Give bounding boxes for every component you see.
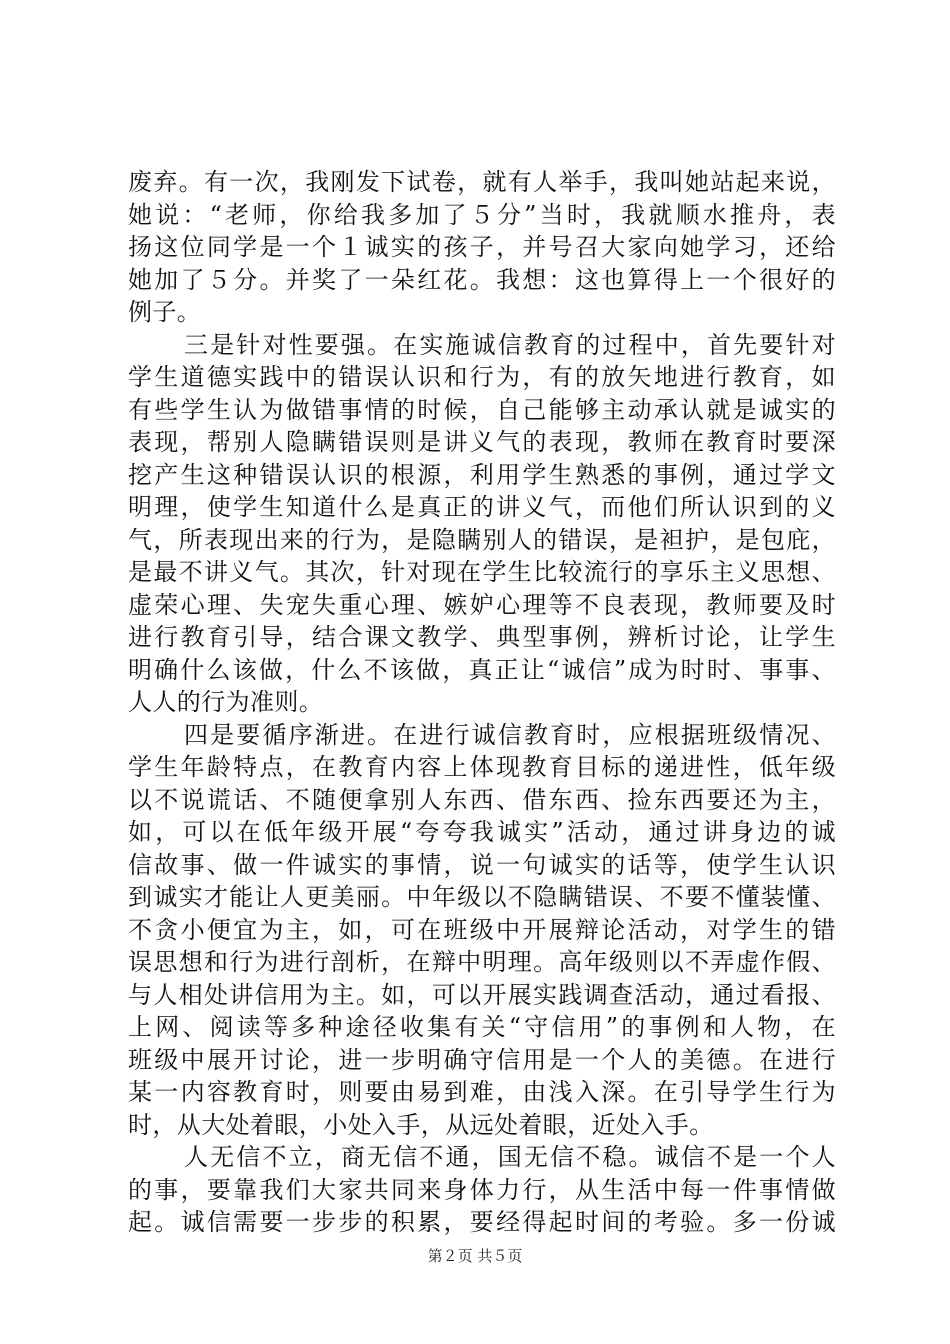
- text-line: 学生道德实践中的错误认识和行为，有的放矢地进行教育，如: [128, 363, 836, 391]
- text-line: 以不说谎话、不随便拿别人东西、借东西、捡东西要还为主，: [128, 785, 836, 814]
- text-line: 她加了５分。并奖了一朵红花。我想：这也算得上一个很好的: [128, 265, 836, 294]
- text-line: 是最不讲义气。其次，针对现在学生比较流行的享乐主义思想、: [128, 558, 836, 586]
- text-line: 上网、阅读等多种途径收集有关“守信用”的事例和人物，在: [128, 1013, 836, 1041]
- paragraph-start-line: 四是要循序渐进。在进行诚信教育时，应根据班级情况、: [184, 720, 836, 749]
- text-line: 某一内容教育时，则要由易到难，由浅入深。在引导学生行为: [128, 1078, 836, 1106]
- text-line: 明确什么该做，什么不该做，真正让“诚信”成为时时、事事、: [128, 655, 836, 684]
- text-line: 误思想和行为进行剖析，在辩中明理。高年级则以不弄虚作假、: [128, 948, 836, 976]
- text-line: 表现，帮别人隐瞒错误则是讲义气的表现，教师在教育时要深: [128, 428, 836, 456]
- page-number-footer: 第２页 共５页: [427, 1247, 523, 1265]
- text-line: 气，所表现出来的行为，是隐瞒别人的错误，是袒护，是包庇，: [128, 525, 836, 554]
- text-line: 时，从大处着眼，小处入手，从远处着眼，近处入手。: [128, 1110, 714, 1139]
- text-line: 虚荣心理、失宠失重心理、嫉妒心理等不良表现，教师要及时: [128, 590, 836, 619]
- text-line: 信故事、做一件诚实的事情，说一句诚实的话等，使学生认识: [128, 850, 836, 879]
- text-line: 挖产生这种错误认识的根源，利用学生熟悉的事例，通过学文: [128, 460, 836, 489]
- text-line: 废弃。有一次，我刚发下试卷，就有人举手，我叫她站起来说，: [128, 168, 836, 196]
- text-line: 与人相处讲信用为主。如，可以开展实践调查活动，通过看报、: [128, 980, 836, 1009]
- text-line: 她说：“老师，你给我多加了５分”当时，我就顺水推舟，表: [128, 200, 836, 229]
- paragraph-start-line: 三是针对性要强。在实施诚信教育的过程中，首先要针对: [184, 330, 836, 359]
- text-line: 有些学生认为做错事情的时候，自己能够主动承认就是诚实的: [128, 395, 836, 424]
- text-line: 明理，使学生知道什么是真正的讲义气，而他们所认识到的义: [128, 493, 836, 521]
- text-line: 如，可以在低年级开展“夸夸我诚实”活动，通过讲身边的诚: [128, 818, 836, 846]
- text-line: 到诚实才能让人更美丽。中年级以不隐瞒错误、不要不懂装懂、: [128, 883, 836, 911]
- text-line: 班级中展开讨论，进一步明确守信用是一个人的美德。在进行: [128, 1045, 836, 1074]
- text-line: 不贪小便宜为主，如，可在班级中开展辩论活动，对学生的错: [128, 915, 836, 944]
- text-line: 学生年龄特点，在教育内容上体现教育目标的递进性，低年级: [128, 753, 836, 781]
- text-line: 例子。: [128, 298, 202, 326]
- text-line: 扬这位同学是一个１诚实的孩子，并号召大家向她学习，还给: [128, 233, 836, 261]
- paragraph-start-line: 人无信不立，商无信不通，国无信不稳。诚信不是一个人: [184, 1143, 836, 1171]
- text-line: 人人的行为准则。: [128, 688, 324, 716]
- text-line: 进行教育引导，结合课文教学、典型事例，辨析讨论，让学生: [128, 623, 836, 651]
- document-body: [128, 166, 836, 1239]
- text-line: 起。诚信需要一步步的积累，要经得起时间的考验。多一份诚: [128, 1208, 836, 1236]
- text-line: 的事，要靠我们大家共同来身体力行，从生活中每一件事情做: [128, 1175, 836, 1204]
